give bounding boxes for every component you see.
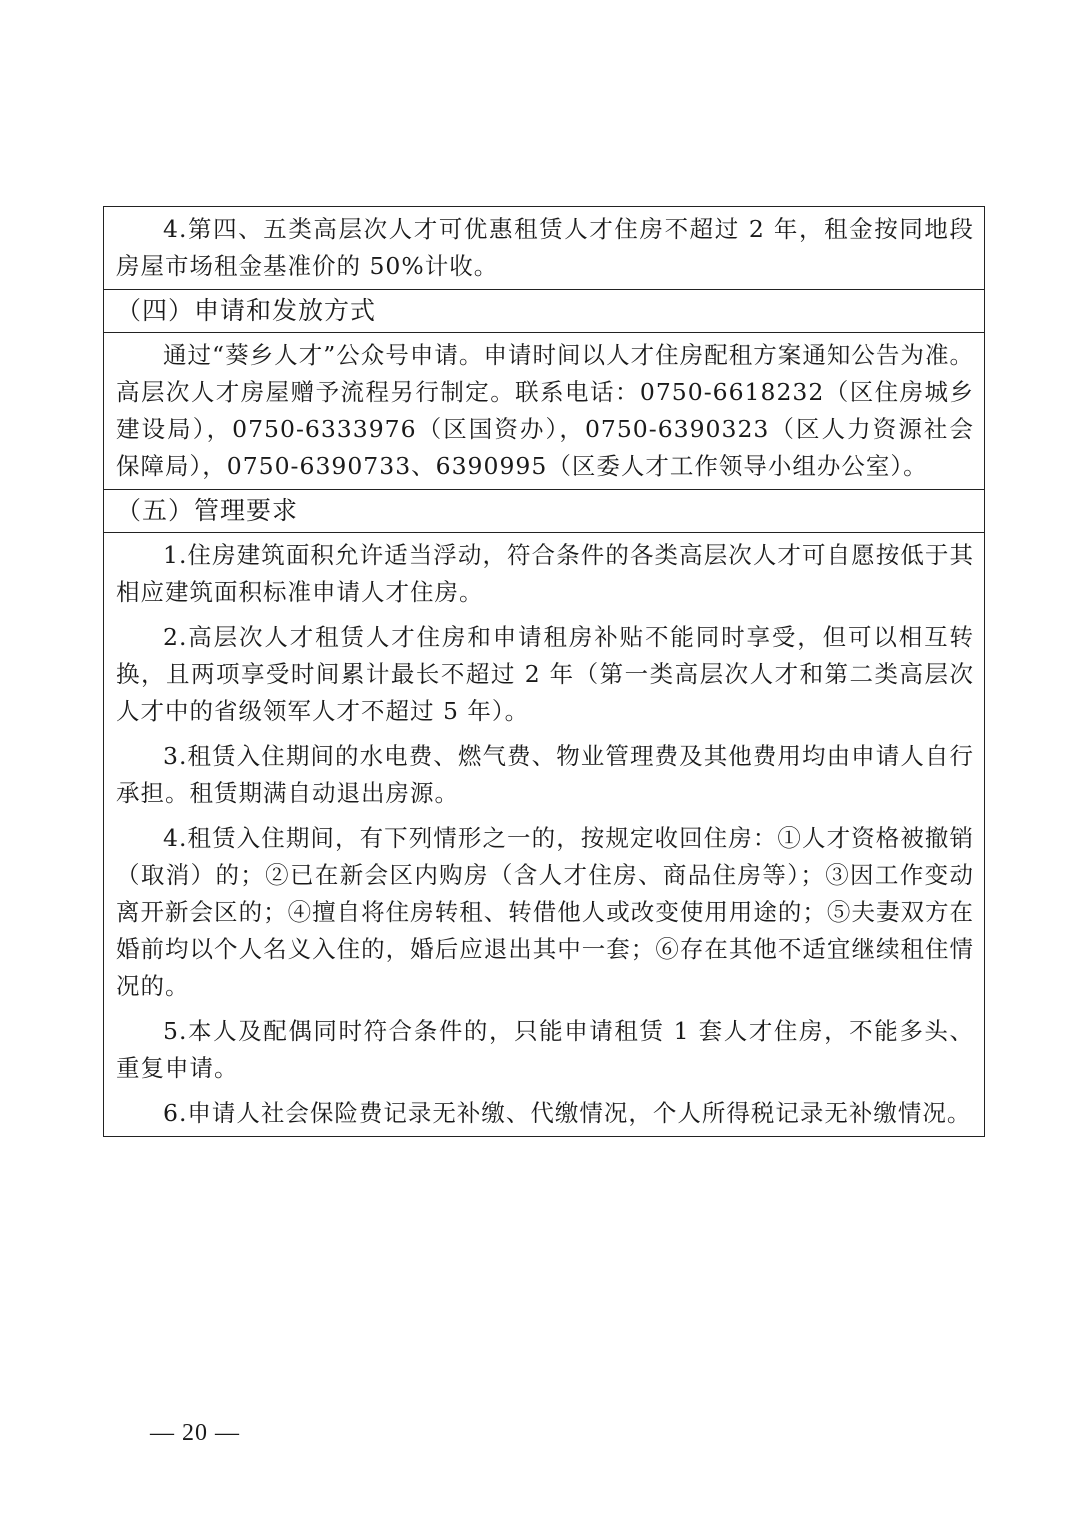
document-table	[103, 206, 985, 1137]
section4-body-row	[104, 333, 984, 490]
section5-item-3: 3.租赁入住期间的水电费、燃气费、物业管理费及其他费用均由申请人自行承担。租赁期满自动退出房源。	[116, 742, 974, 807]
section5-body-row	[104, 533, 984, 1136]
section4-heading-row	[104, 290, 984, 333]
page-number: — 20 —	[150, 1420, 240, 1446]
section5-heading: （五）管理要求	[116, 496, 299, 525]
intro-paragraph: 4.第四、五类高层次人才可优惠租赁人才住房不超过 2 年，租金按同地段房屋市场租金基准价的 50%计收。	[116, 215, 974, 280]
section5-item-2: 2.高层次人才租赁人才住房和申请租房补贴不能同时享受，但可以相互转换，且两项享受时间累计最长不超过 2 年（第一类高层次人才和第二类高层次人才中的省级领军人才不超过 5 年）。	[116, 623, 974, 725]
section5-item-4: 4.租赁入住期间，有下列情形之一的，按规定收回住房：①人才资格被撤销（取消）的；②已在新会区内购房（含人才住房、商品住房等）；③因工作变动离开新会区的；④擅自将住房转租、转借他人或改变使用用途的；⑤夫妻双方在婚前均以个人名义入住的，婚后应退出其中一套；⑥存在其他不适宜继续租住情况的。	[116, 824, 974, 1000]
section5-item-1: 1.住房建筑面积允许适当浮动，符合条件的各类高层次人才可自愿按低于其相应建筑面积标准申请人才住房。	[116, 541, 974, 606]
section4-heading: （四）申请和发放方式	[116, 296, 377, 325]
section4-paragraph: 通过“葵乡人才”公众号申请。申请时间以人才住房配租方案通知公告为准。高层次人才房屋赠予流程另行制定。联系电话：0750-6618232（区住房城乡建设局），0750-6333976（区国资办），0750-6390323（区人力资源社会保障局），0750-6390733、6390995（区委人才工作领导小组办公室）。	[116, 341, 974, 480]
section5-item-5: 5.本人及配偶同时符合条件的，只能申请租赁 1 套人才住房，不能多头、重复申请。	[116, 1017, 974, 1082]
intro-row	[104, 207, 984, 290]
section5-heading-row	[104, 490, 984, 533]
section5-item-6: 6.申请人社会保险费记录无补缴、代缴情况，个人所得税记录无补缴情况。	[163, 1099, 972, 1127]
